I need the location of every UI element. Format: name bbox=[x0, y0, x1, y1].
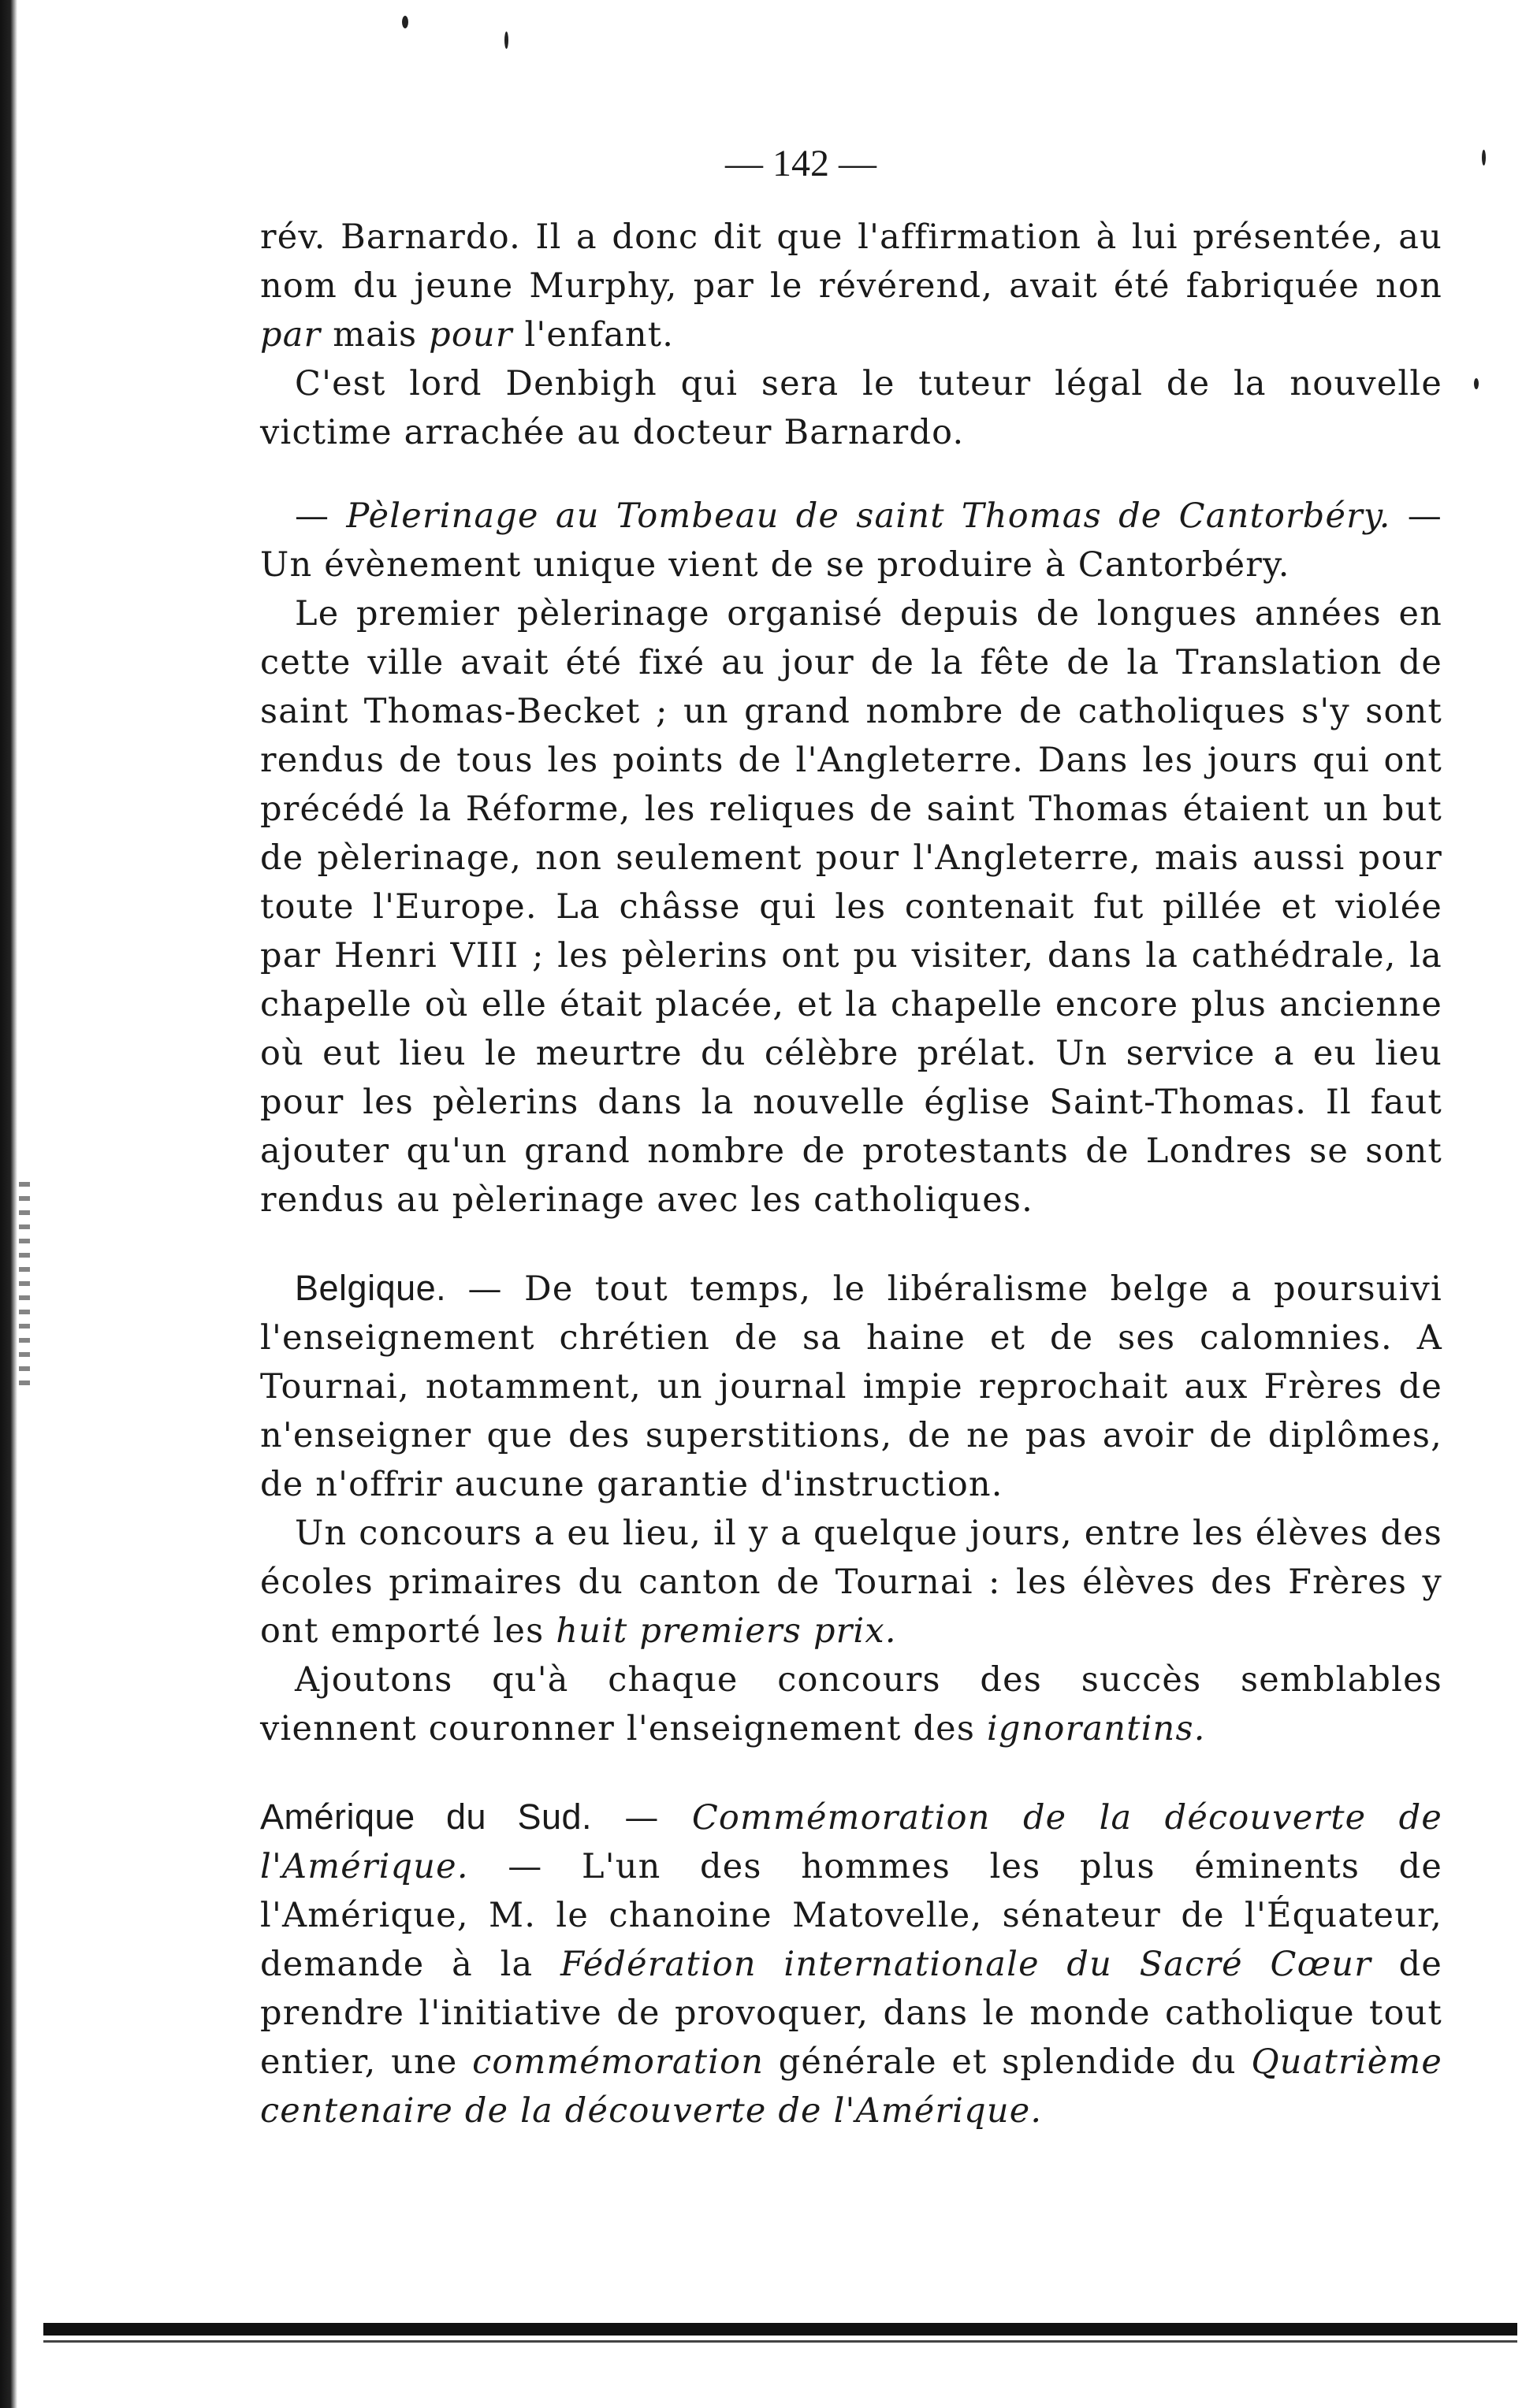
text-segment: rév. Barnardo. Il a donc dit que l'affirmation à lui présentée, au nom du jeune Murphy, par le révérend, avait été fabriquée non bbox=[260, 217, 1442, 306]
italic-word: commémoration bbox=[472, 2042, 765, 2082]
page-number: — 142 — bbox=[725, 143, 876, 184]
text-segment: — Un évènement unique vient de se produire à Cantorbéry. bbox=[260, 496, 1442, 585]
scan-speck bbox=[402, 16, 408, 28]
scan-speck bbox=[504, 32, 508, 49]
text-segment: — De tout temps, le libéralisme belge a poursuivi l'enseignement chrétien de sa haine et de ses calomnies. A Tournai, notamment, un journal impie reprochait aux Frères de n'enseigner que des superstitions, de ne pas avoir de diplômes, de n'offrir aucune garantie d'instruction. bbox=[260, 1269, 1442, 1504]
italic-word: ignorantins. bbox=[986, 1709, 1206, 1748]
italic-phrase: Fédération internationale du Sacré Cœur bbox=[560, 1945, 1371, 1984]
paragraph-barnardo bbox=[260, 213, 1442, 359]
paragraph-ajoutons bbox=[260, 1656, 1442, 1753]
text-segment: mais bbox=[321, 315, 430, 355]
text-segment: générale et splendide du bbox=[764, 2042, 1252, 2082]
paragraph-concours bbox=[260, 1509, 1442, 1656]
section-heading-belgique: Belgique. bbox=[295, 1268, 447, 1308]
text-segment: Ajoutons qu'à chaque concours des succès semblables viennent couronner l'enseignement des bbox=[260, 1660, 1442, 1748]
text-segment: de prendre l'initiative de provoquer, dans le monde catholique tout entier, une bbox=[260, 1945, 1442, 2082]
paragraph-pelerinage-heading bbox=[260, 492, 1442, 589]
page-body bbox=[260, 146, 1442, 2135]
italic-word: par bbox=[260, 315, 322, 355]
text-segment: — L'un des hommes les plus éminents de l'Amérique, M. le chanoine Matovelle, sénateur de l'Équateur, demande à la bbox=[260, 1847, 1442, 1984]
paragraph-belgique bbox=[260, 1264, 1442, 1509]
text-segment: l'enfant. bbox=[512, 315, 675, 355]
section-title-pelerinage: Pèlerinage au Tombeau de saint Thomas de Cantorbéry. bbox=[346, 496, 1391, 536]
italic-word: pour bbox=[429, 315, 513, 355]
italic-phrase: Quatrième centenaire de la découverte de l'Amérique. bbox=[260, 2042, 1442, 2131]
page-gutter-shadow bbox=[0, 0, 17, 2408]
dash: — bbox=[295, 496, 347, 536]
paragraph-denbigh: C'est lord Denbigh qui sera le tuteur légal de la nouvelle victime arrachée au docteur Barnardo. bbox=[260, 364, 1442, 452]
italic-phrase: Commémoration de la découverte de l'Amérique. bbox=[260, 1798, 1442, 1886]
scan-speck bbox=[1482, 150, 1486, 165]
bottom-scan-border bbox=[43, 2323, 1517, 2336]
section-heading-amerique: Amérique du Sud. bbox=[260, 1797, 593, 1837]
scan-speck bbox=[1474, 378, 1479, 389]
text-segment: Un concours a eu lieu, il y a quelque jours, entre les élèves des écoles primaires du canton de Tournai : les élèves des Frères y ont emporté les bbox=[260, 1514, 1442, 1651]
gutter-scan-noise bbox=[19, 1182, 30, 1387]
paragraph-pelerinage-body: Le premier pèlerinage organisé depuis de longues années en cette ville avait été fixé au jour de la fête de la Translation de saint Thomas-Becket ; un grand nombre de catholiques s'y sont rendus de tous les points de l'Angleterre. Dans les jours qui ont précédé la Réforme, les reliques de saint Thomas étaient un but de pèlerinage, non seulement pour l'Angleterre, mais aussi pour toute l'Europe. La châsse qui les contenait fut pillée et violée par Henri VIII ; les pèlerins ont pu visiter, dans la cathédrale, la chapelle où elle était placée, et la chapelle encore plus ancienne où eut lieu le meurtre du célèbre prélat. Un service a eu lieu pour les pèlerins dans la nouvelle église Saint-Thomas. Il faut ajouter qu'un grand nombre de protestants de Londres se sont rendus au pèlerinage avec les catholiques. bbox=[260, 594, 1442, 1220]
bottom-scan-border-thin bbox=[43, 2340, 1517, 2343]
italic-phrase: huit premiers prix. bbox=[556, 1611, 897, 1651]
paragraph-amerique bbox=[260, 1793, 1442, 2135]
dash: — bbox=[592, 1798, 692, 1838]
